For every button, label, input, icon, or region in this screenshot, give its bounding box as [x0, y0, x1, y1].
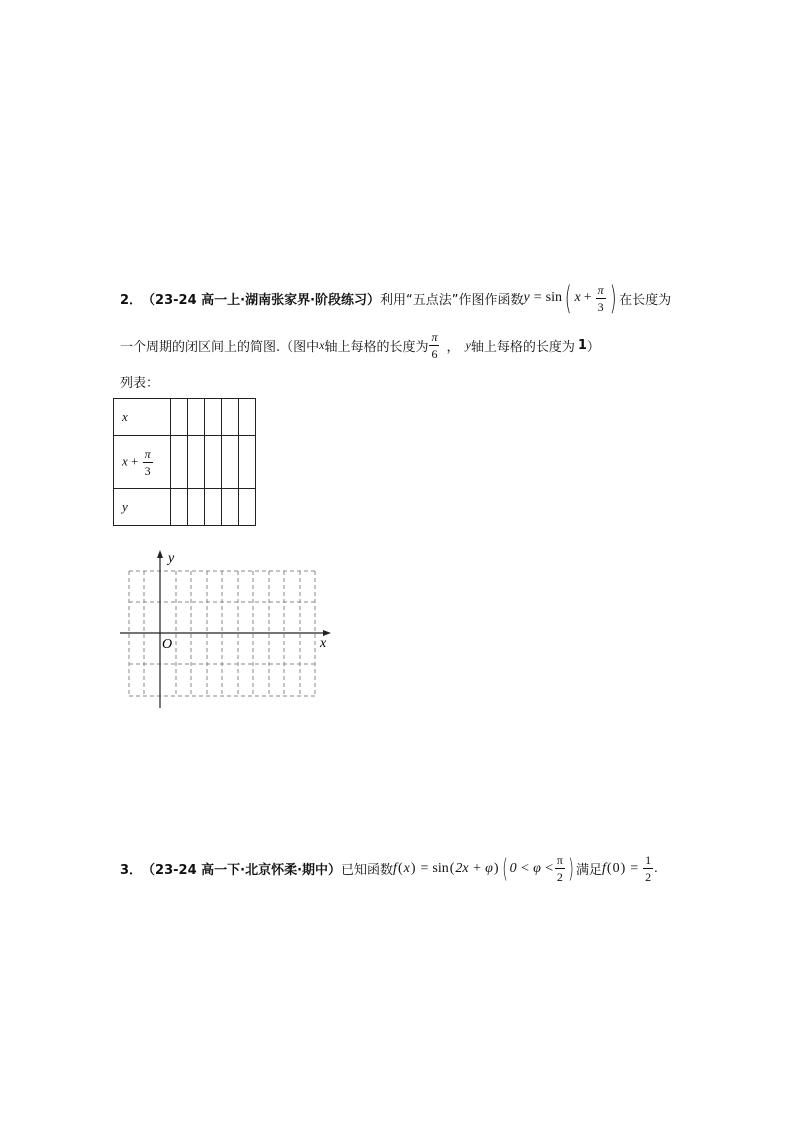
cond-num: π — [556, 853, 563, 867]
x-var: x — [319, 338, 325, 352]
table-cell — [205, 436, 222, 489]
table-cell — [239, 489, 256, 526]
problem3-line — [120, 854, 658, 883]
x-unit-fraction — [429, 331, 439, 360]
line2-e: ） — [586, 340, 600, 355]
rparen: ) — [410, 860, 416, 876]
table-cell — [222, 489, 239, 526]
arg-var: x — [574, 290, 581, 305]
table-cell — [171, 399, 188, 436]
comma: ， — [446, 340, 460, 355]
y-axis-arrow — [157, 550, 163, 558]
table-cell — [171, 436, 188, 489]
line2-b: 轴上每格的长度为 — [324, 340, 429, 355]
problem2-source: （23-24 高一上·湖南张家界·阶段练习） — [142, 292, 381, 308]
sin-word: sin — [432, 860, 449, 876]
arg-plus: + — [583, 290, 592, 305]
right-paren: ) — [609, 279, 617, 317]
line2-d: 1 — [577, 338, 587, 353]
y-var: y — [465, 338, 471, 352]
func-y: y — [523, 290, 530, 305]
table-row2-label — [114, 436, 171, 489]
sin-arg: 2x + φ — [455, 860, 493, 876]
f-symbol: f — [393, 860, 397, 876]
f0-rparen: ) — [620, 860, 626, 876]
origin-label: O — [162, 637, 173, 652]
sin-rparen: ) — [493, 860, 499, 876]
value-table — [113, 398, 256, 526]
table-cell — [205, 489, 222, 526]
table-row1-label: x — [114, 399, 171, 436]
list-label: 列表： — [120, 376, 160, 391]
problem3-text-before: 已知函数 — [341, 863, 394, 878]
table-cell — [188, 436, 205, 489]
x-axis-label: x — [320, 636, 327, 651]
sin-lparen: ( — [449, 860, 455, 876]
problem2-text-before: 利用“五点法”作图作函数 — [380, 292, 524, 308]
y-axis-label: y — [168, 551, 175, 566]
x-unit-num: π — [431, 330, 438, 344]
f0-lparen: ( — [606, 860, 612, 876]
x-unit-den: 6 — [431, 347, 438, 361]
f0-arg: 0 — [612, 860, 620, 876]
problem2-text-after: 在长度为 — [619, 292, 672, 308]
cond-text: 0 < φ < — [509, 860, 554, 876]
row2-num: π — [144, 446, 151, 461]
arg-fraction — [596, 284, 606, 313]
table-cell — [188, 489, 205, 526]
cond-lparen: ( — [501, 853, 508, 884]
table-cell — [188, 399, 205, 436]
table-cell — [222, 436, 239, 489]
table-cell — [239, 436, 256, 489]
left-paren: ( — [564, 279, 572, 317]
arg-den: 3 — [597, 299, 604, 314]
cond-fraction — [555, 854, 565, 883]
f-arg: x — [403, 860, 410, 876]
row2-var: x — [122, 452, 128, 468]
arg-num: π — [597, 282, 604, 297]
half-den: 2 — [645, 870, 652, 884]
table-cell — [239, 399, 256, 436]
table-row3-label: y — [114, 489, 171, 526]
problem3-text-mid: 满足 — [576, 863, 603, 878]
problem2-number: 2． — [120, 292, 143, 308]
line2-a: 一个周期的闭区间上的简图.（图中 — [120, 340, 320, 355]
row2-plus: + — [131, 452, 139, 468]
line2-c: 轴上每格的长度为 — [470, 340, 575, 355]
eq-sign: = — [420, 860, 429, 876]
func-eq: = — [533, 290, 542, 305]
row2-den: 3 — [144, 463, 151, 478]
half-num: 1 — [645, 853, 652, 867]
coordinate-grid — [118, 548, 338, 713]
eq-sign-2: = — [630, 860, 639, 876]
problem3-number: 3． — [120, 863, 143, 878]
row2-fraction — [143, 448, 153, 477]
problem3-source: （23-24 高一下·北京怀柔·期中） — [142, 863, 342, 878]
f0-symbol: f — [602, 860, 606, 876]
half-fraction — [643, 854, 653, 883]
func-sin: sin — [545, 290, 562, 305]
period: . — [654, 860, 658, 876]
table-cell — [222, 399, 239, 436]
cond-rparen: ) — [568, 853, 574, 884]
table-cell — [205, 399, 222, 436]
table-cell — [171, 489, 188, 526]
cond-den: 2 — [556, 870, 563, 884]
lparen: ( — [397, 860, 403, 876]
problem2-line2 — [120, 331, 600, 360]
problem2-line1 — [120, 279, 672, 317]
